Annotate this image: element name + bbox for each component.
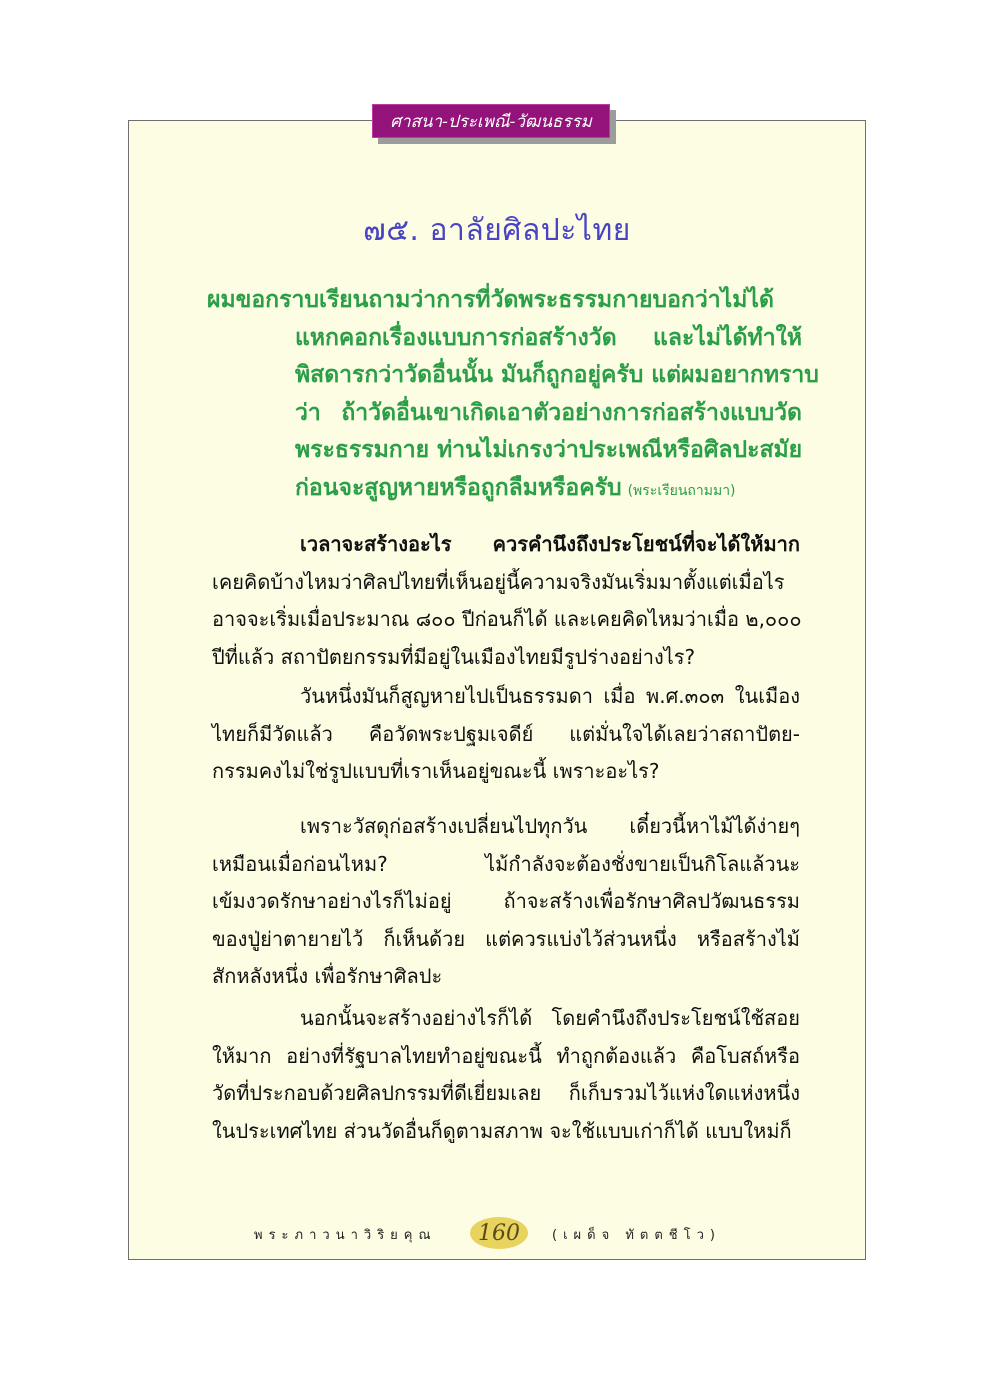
- question-block: [207, 282, 819, 510]
- question-line: ผมขอกราบเรียนถามว่าการที่วัดพระธรรมกายบอกว่าไม่ได้: [207, 287, 774, 313]
- paragraph-4: [212, 1000, 800, 1150]
- question-line: พิสดารกว่าวัดอื่นนั้น มันก็ถูกอยู่ครับ แต่ผมอยากทราบ: [295, 362, 819, 388]
- paragraph-line: เข้มงวดรักษาอย่างไรก็ไม่อยู่ ถ้าจะสร้างเพื่อรักษาศิลปวัฒนธรรม: [212, 889, 800, 913]
- paragraph-1: [212, 526, 800, 676]
- question-line: ว่า ถ้าวัดอื่นเขาเกิดเอาตัวอย่างการก่อสร้างแบบวัด: [295, 399, 802, 426]
- page-footer: [128, 1214, 866, 1254]
- paragraph-2: [212, 678, 800, 791]
- paragraph-line: ให้มาก อย่างที่รัฐบาลไทยทำอยู่ขณะนี้ ทำถูกต้องแล้ว คือโบสถ์หรือ: [212, 1043, 800, 1068]
- section-tab: [372, 104, 610, 138]
- paragraph-line: อาจจะเริ่มเมื่อประมาณ ๘๐๐ ปีก่อนก็ได้ และเคยคิดไหมว่าเมื่อ ๒,๐๐๐: [212, 607, 802, 631]
- section-label: ศาสนา-ประเพณี-วัฒนธรรม: [390, 111, 592, 132]
- paragraph-line: นอกนั้นจะสร้างอย่างไรก็ได้ โดยคำนึงถึงประโยชน์ใช้สอย: [300, 1006, 800, 1030]
- paragraph-line: ในประเทศไทย ส่วนวัดอื่นก็ดูตามสภาพ จะใช้แบบเก่าก็ได้ แบบใหม่ก็: [212, 1118, 792, 1143]
- paragraph-line: กรรมคงไม่ใช่รูปแบบที่เราเห็นอยู่ขณะนี้ เพราะอะไร?: [212, 759, 660, 783]
- paragraph-line: เหมือนเมื่อก่อนไหม? ไม้กำลังจะต้องชั่งขายเป็นกิโลแล้วนะ: [212, 851, 800, 876]
- question-line-last: [207, 470, 802, 511]
- footer-name: (เผด็จ ทัตตชีโว): [552, 1228, 721, 1243]
- question-line: แหกคอกเรื่องแบบการก่อสร้างวัด และไม่ได้ทำให้: [295, 324, 802, 351]
- question-line: พระธรรมกาย ท่านไม่เกรงว่าประเพณีหรือศิลปะสมัย: [295, 437, 803, 463]
- chapter-title: ๗๕. อาลัยศิลปะไทย: [363, 213, 631, 248]
- paragraph-line: เพราะวัสดุก่อสร้างเปลี่ยนไปทุกวัน เดี๋ยวนี้หาไม้ได้ง่ายๆ: [300, 814, 800, 838]
- question-line-text: ก่อนจะสูญหายหรือถูกลืมหรือครับ: [295, 474, 622, 501]
- paragraph-line: ไทยก็มีวัดแล้ว คือวัดพระปฐมเจดีย์ แต่มั่นใจได้เลยว่าสถาปัตย-: [212, 721, 800, 746]
- question-asker: (พระเรียนถามมา): [627, 482, 736, 499]
- paragraph-heading: [212, 526, 800, 564]
- heading-text: เวลาจะสร้างอะไร ควรคำนึงถึงประโยชน์ที่จะได้ให้มาก: [300, 532, 800, 556]
- footer-author: พระภาวนาวิริยคุณ: [254, 1228, 437, 1243]
- paragraph-3: [212, 808, 800, 996]
- paragraph-line: ปีที่แล้ว สถาปัตยกรรมที่มีอยู่ในเมืองไทยมีรูปร่างอย่างไร?: [212, 644, 696, 669]
- paragraph-line: วันหนึ่งมันก็สูญหายไปเป็นธรรมดา เมื่อ พ.ศ.๓๐๓ ในเมือง: [300, 684, 800, 708]
- paragraph-line: ของปู่ย่าตายายไว้ ก็เห็นด้วย แต่ควรแบ่งไว้ส่วนหนึ่ง หรือสร้างไม้: [212, 926, 800, 951]
- page-number-badge: [470, 1217, 528, 1249]
- paragraph-line: วัดที่ประกอบด้วยศิลปกรรมที่ดีเยี่ยมเลย ก็เก็บรวมไว้แห่งใดแห่งหนึ่ง: [212, 1081, 800, 1105]
- page-number: 160: [478, 1220, 520, 1246]
- paragraph-line: สักหลังหนึ่ง เพื่อรักษาศิลปะ: [212, 964, 443, 988]
- paragraph-line: เคยคิดบ้างไหมว่าศิลปไทยที่เห็นอยู่นี้ความจริงมันเริ่มมาตั้งแต่เมื่อไร: [212, 569, 785, 594]
